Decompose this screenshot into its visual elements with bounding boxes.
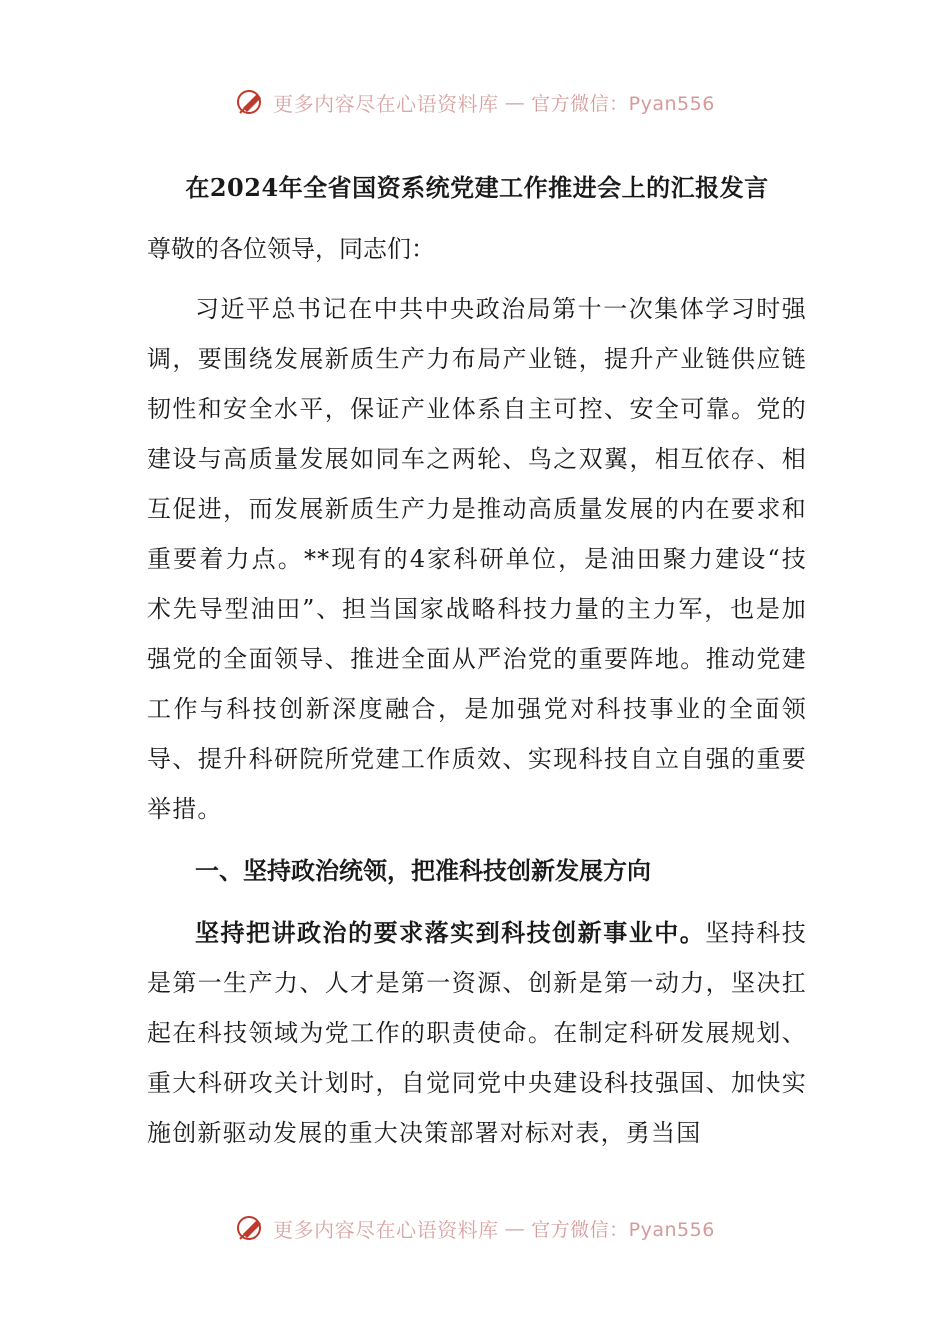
document-body — [147, 168, 807, 1158]
watermark-text: 更多内容尽在心语资料库 — [273, 91, 499, 116]
section-heading-1: 一、坚持政治统领，把准科技创新发展方向 — [195, 856, 651, 885]
greeting: 尊敬的各位领导，同志们： — [147, 235, 435, 263]
header-watermark — [0, 86, 950, 118]
section-1-paragraph — [147, 908, 807, 1158]
watermark-separator: — — [504, 90, 526, 114]
watermark-contact: 官方微信：Pyan556 — [531, 92, 715, 115]
intro-paragraph: 习近平总书记在中共中央政治局第十一次集体学习时强调，要围绕发展新质生产力布局产业链，提升产业链供应链韧性和安全水平，保证产业体系自主可控、安全可靠。党的建设与高质量发展如同车之两轮、鸟之双翼，相互依存、相互促进，而发展新质生产力是推动高质量发展的内在要求和重要着力点。**现有的4家科研单位，是油田聚力建设“技术先导型油田”、担当国家战略科技力量的主力军，也是加强党的全面领导、推进全面从严治党的重要阵地。推动党建工作与科技创新深度融合，是加强党对科技事业的全面领导、提升科研院所党建工作质效、实现科技自立自强的重要举措。 — [147, 295, 807, 823]
watermark-contact: 官方微信：Pyan556 — [531, 1218, 715, 1241]
section-1-body: 坚持科技是第一生产力、人才是第一资源、创新是第一动力，坚决扛起在科技领域为党工作的职责使命。在制定科研发展规划、重大科研攻关计划时，自觉同党中央建设科技强国、加快实施创新驱动发展的重大决策部署对标对表，勇当国 — [147, 919, 807, 1147]
watermark-text: 更多内容尽在心语资料库 — [273, 1217, 499, 1242]
footer-watermark — [0, 1212, 950, 1244]
pen-logo-icon — [235, 1212, 267, 1244]
watermark-separator: — — [504, 1216, 526, 1240]
pen-logo-icon — [235, 86, 267, 118]
document-title: 在2024年全省国资系统党建工作推进会上的汇报发言 — [185, 173, 769, 202]
section-1-lead: 坚持把讲政治的要求落实到科技创新事业中。 — [195, 918, 706, 947]
